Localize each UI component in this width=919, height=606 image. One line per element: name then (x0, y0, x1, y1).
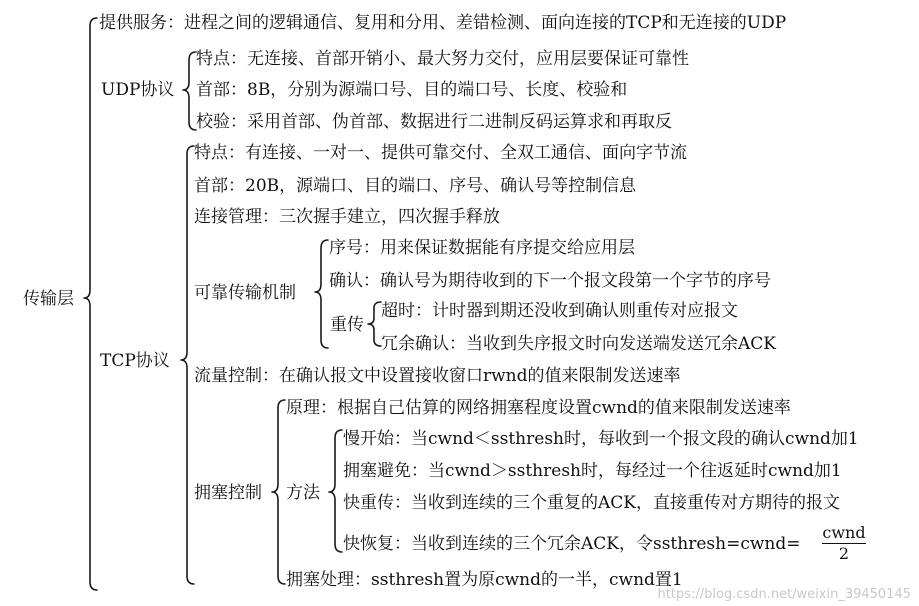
udp-feature: 特点：无连接、首部开销小、最大努力交付，应用层要保证可靠性 (196, 49, 689, 69)
tcp-label: TCP协议 (100, 351, 170, 371)
udp-bracket (183, 52, 196, 130)
tcp-feature: 特点：有连接、一对一、提供可靠交付、全双工通信、面向字节流 (194, 143, 687, 163)
congestion-label: 拥塞控制 (194, 483, 262, 503)
slow-start: 慢开始：当cwnd＜ssthresh时，每收到一个报文段的确认cwnd加1 (343, 429, 859, 449)
retrans-timeout: 超时：计时器到期还没收到确认则重传对应报文 (381, 301, 738, 321)
fraction-denominator: 2 (838, 544, 850, 563)
fast-retransmit: 快重传：当收到连续的三个重复的ACK，直接重传对方期待的报文 (343, 493, 840, 513)
retrans-bracket (368, 302, 381, 346)
method-bracket (329, 430, 342, 552)
method-label: 方法 (286, 483, 320, 503)
tcp-connection: 连接管理：三次握手建立，四次握手释放 (194, 207, 500, 227)
congestion-bracket (272, 400, 285, 584)
fraction-numerator: cwnd (822, 523, 866, 542)
flow-control: 流量控制：在确认报文中设置接收窗口rwnd的值来限制发送速率 (194, 366, 681, 386)
fast-recovery: 快恢复：当收到连续的三个冗余ACK，令ssthresh=cwnd= (343, 534, 801, 554)
reliable-ack: 确认：确认号为期待收到的下一个报文段第一个字节的序号 (329, 271, 771, 291)
retrans-label: 重传 (330, 315, 364, 335)
tcp-header: 首部：20B，源端口、目的端口、序号、确认号等控制信息 (194, 176, 637, 196)
udp-checksum: 校验：采用首部、伪首部、数据进行二进制反码运算求和再取反 (196, 112, 672, 132)
fraction (822, 524, 866, 563)
congestion-avoidance: 拥塞避免：当cwnd＞ssthresh时，每经过一个往返延时cwnd加1 (343, 461, 842, 481)
root-label: 传输层 (23, 289, 74, 309)
reliable-bracket (315, 240, 328, 348)
congestion-handling: 拥塞处理：ssthresh置为原cwnd的一半，cwnd置1 (286, 570, 683, 590)
udp-header: 首部：8B，分别为源端口号、目的端口号、长度、校验和 (196, 80, 628, 100)
watermark: https://blog.csdn.net/weixin_39450145 (657, 587, 911, 602)
congestion-principle: 原理：根据自己估算的网络拥塞程度设置cwnd的值来限制发送速率 (286, 398, 791, 418)
udp-label: UDP协议 (101, 80, 175, 100)
retrans-dupack: 冗余确认：当收到失序报文时向发送端发送冗余ACK (381, 334, 776, 354)
reliable-seq: 序号：用来保证数据能有序提交给应用层 (329, 238, 635, 258)
reliable-label: 可靠传输机制 (194, 283, 296, 303)
root-bracket (84, 18, 97, 590)
service-text: 提供服务：进程之间的逻辑通信、复用和分用、差错检测、面向连接的TCP和无连接的UDP (99, 13, 787, 33)
tcp-bracket (181, 146, 194, 584)
